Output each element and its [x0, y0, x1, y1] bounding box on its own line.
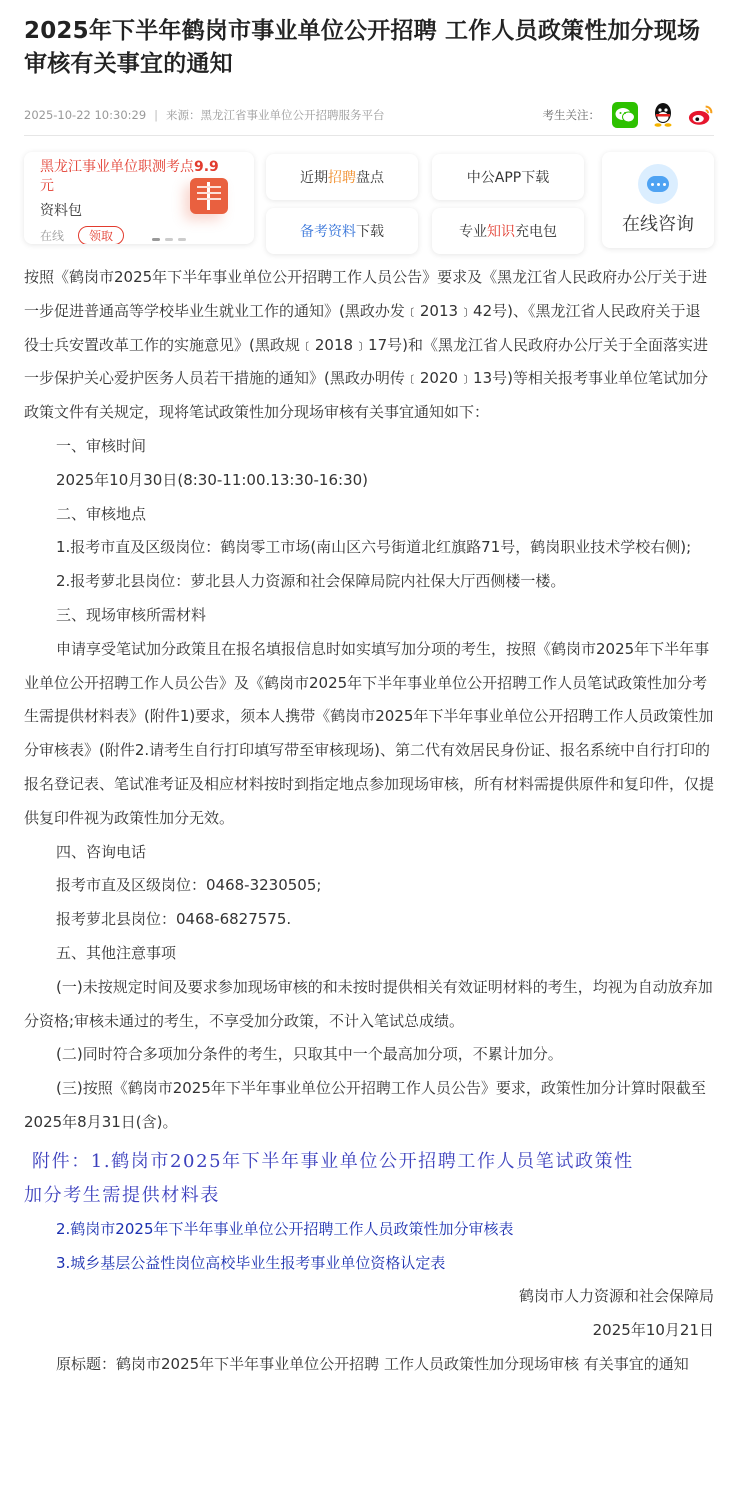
promo-card-main[interactable]	[24, 152, 254, 244]
paragraph: 报考萝北县岗位：0468-6827575.	[56, 910, 292, 929]
article-body	[24, 261, 714, 1382]
promo-banner	[24, 152, 714, 259]
section-heading: 二、审核地点	[56, 504, 147, 523]
section-heading: 五、其他注意事项	[56, 943, 177, 962]
promo-main-line1: 黑龙江事业单位职测考点	[40, 159, 194, 175]
claim-button[interactable]: 领取	[78, 226, 124, 244]
promo-main-unit: 元	[40, 178, 54, 194]
original-title: 原标题：鹤岗市2025年下半年事业单位公开招聘 工作人员政策性加分现场审核 有关事宜的通知	[56, 1354, 689, 1373]
attachment-1-line1: 附件：1.鹤岗市2025年下半年事业单位公开招聘工作人员笔试政策性	[32, 1150, 634, 1172]
card-text: 盘点	[356, 170, 384, 186]
meta-divider-line	[24, 135, 714, 136]
meta-divider: |	[154, 108, 159, 122]
promo-main-line2: 资料包	[40, 203, 82, 219]
paragraph: 申请享受笔试加分政策且在报名填报信息时如实填写加分项的考生，按照《鹤岗市2025年下半年事业单位公开招聘工作人员公告》及《鹤岗市2025年下半年事业单位公开招聘工作人员笔试政策性加分考生需提供材料表》(附件1)要求，须本人携带《鹤岗市2025年下半年事业单位公开招聘工作人员政策性加分审核表》(附件2.请考生自行打印填写带至审核现场)、第二代有效居民身份证、报名系统中自行打印的报名登记表、笔试准考证及相应材料按时到指定地点参加现场审核，所有材料需提供原件和复印件，仅提供复印件视为政策性加分无效。	[24, 639, 715, 827]
promo-main-price: 9.9	[194, 159, 219, 175]
card-text: 充电包	[515, 224, 557, 240]
attachment-1-line2: 加分考生需提供材料表	[24, 1184, 220, 1206]
attachment-link-2[interactable]: 2.鹤岗市2025年下半年事业单位公开招聘工作人员政策性加分审核表	[56, 1219, 514, 1238]
book-icon	[190, 178, 228, 214]
follow-bar	[543, 102, 715, 128]
paragraph: 2025年10月30日(8:30-11:00.13:30-16:30)	[56, 470, 369, 489]
card-highlight: 备考资料	[300, 224, 356, 240]
paragraph: (三)按照《鹤岗市2025年下半年事业单位公开招聘工作人员公告》要求，政策性加分计算时限截至2025年8月31日(含)。	[24, 1079, 706, 1131]
paragraph: 1.报考市直及区级岗位：鹤岗零工市场(南山区六号街道北红旗路71号，鹤岗职业技术学校右侧);	[56, 538, 692, 557]
wechat-icon[interactable]	[612, 102, 638, 128]
follow-label: 考生关注：	[542, 108, 600, 122]
intro-paragraph: 按照《鹤岗市2025年下半年事业单位公开招聘工作人员公告》要求及《黑龙江省人民政府办公厅关于进一步促进普通高等学校毕业生就业工作的通知》(黑政办发﹝2013﹞42号)、《黑龙江省人民政府关于退役士兵安置改革工作的实施意见》(黑政规﹝2018﹞17号)和《黑龙江省人民政府办公厅关于全面落实进一步保护关心爱护医务人员若干措施的通知》(黑政办明传﹝2020﹞13号)等相关报考事业单位笔试加分政策文件有关规定，现将笔试政策性加分现场审核有关事宜通知如下：	[24, 268, 708, 422]
attachment-link-1[interactable]	[24, 1145, 714, 1213]
promo-card-knowledge[interactable]	[432, 208, 584, 254]
section-heading: 三、现场审核所需材料	[56, 605, 207, 624]
carousel-dot[interactable]	[178, 238, 186, 241]
card-text: 专业	[459, 224, 487, 240]
article-title: 2025年下半年鹤岗市事业单位公开招聘 工作人员政策性加分现场审核有关事宜的通知	[24, 18, 701, 77]
section-heading: 四、咨询电话	[56, 842, 147, 861]
promo-card-app-download[interactable]	[432, 154, 584, 200]
signature-org: 鹤岗市人力资源和社会保障局	[518, 1287, 714, 1306]
paragraph: 报考市直及区级岗位：0468-3230505;	[56, 876, 322, 895]
promo-card-materials[interactable]	[266, 208, 418, 254]
article-source: 来源：黑龙江省事业单位公开招聘服务平台	[166, 108, 385, 122]
carousel-dot[interactable]	[165, 238, 173, 241]
online-consult-button[interactable]	[602, 152, 714, 248]
carousel-dot[interactable]	[152, 238, 160, 241]
online-consult-label: 在线咨询	[622, 214, 694, 235]
article-meta	[24, 99, 714, 131]
signature-date: 2025年10月21日	[592, 1321, 714, 1340]
paragraph: (二)同时符合多项加分条件的考生，只取其中一个最高加分项，不累计加分。	[56, 1045, 563, 1064]
promo-card-recent-recruit[interactable]	[266, 154, 418, 200]
card-text: 近期	[300, 170, 328, 186]
promo-main-online-label: 在线	[40, 229, 65, 243]
chat-icon	[638, 164, 678, 204]
promo-main-line3	[40, 226, 238, 244]
paragraph: (一)未按规定时间及要求参加现场审核的和未按时提供相关有效证明材料的考生，均视为自动放弃加分资格;审核未通过的考生，不享受加分政策，不计入笔试总成绩。	[24, 977, 713, 1030]
card-highlight: 招聘	[328, 170, 356, 186]
card-highlight: 知识	[487, 224, 515, 240]
section-heading: 一、审核时间	[56, 436, 147, 455]
card-text: 中公APP下载	[466, 170, 550, 186]
carousel-dots[interactable]	[152, 238, 186, 241]
attachment-link-3[interactable]: 3.城乡基层公益性岗位高校毕业生报考事业单位资格认定表	[56, 1253, 446, 1272]
publish-time: 2025-10-22 10:30:29	[24, 108, 147, 122]
qq-icon[interactable]	[650, 102, 676, 128]
paragraph: 2.报考萝北县岗位：萝北县人力资源和社会保障局院内社保大厅西侧楼一楼。	[56, 572, 566, 591]
card-text: 下载	[356, 224, 384, 240]
weibo-icon[interactable]	[688, 102, 714, 128]
